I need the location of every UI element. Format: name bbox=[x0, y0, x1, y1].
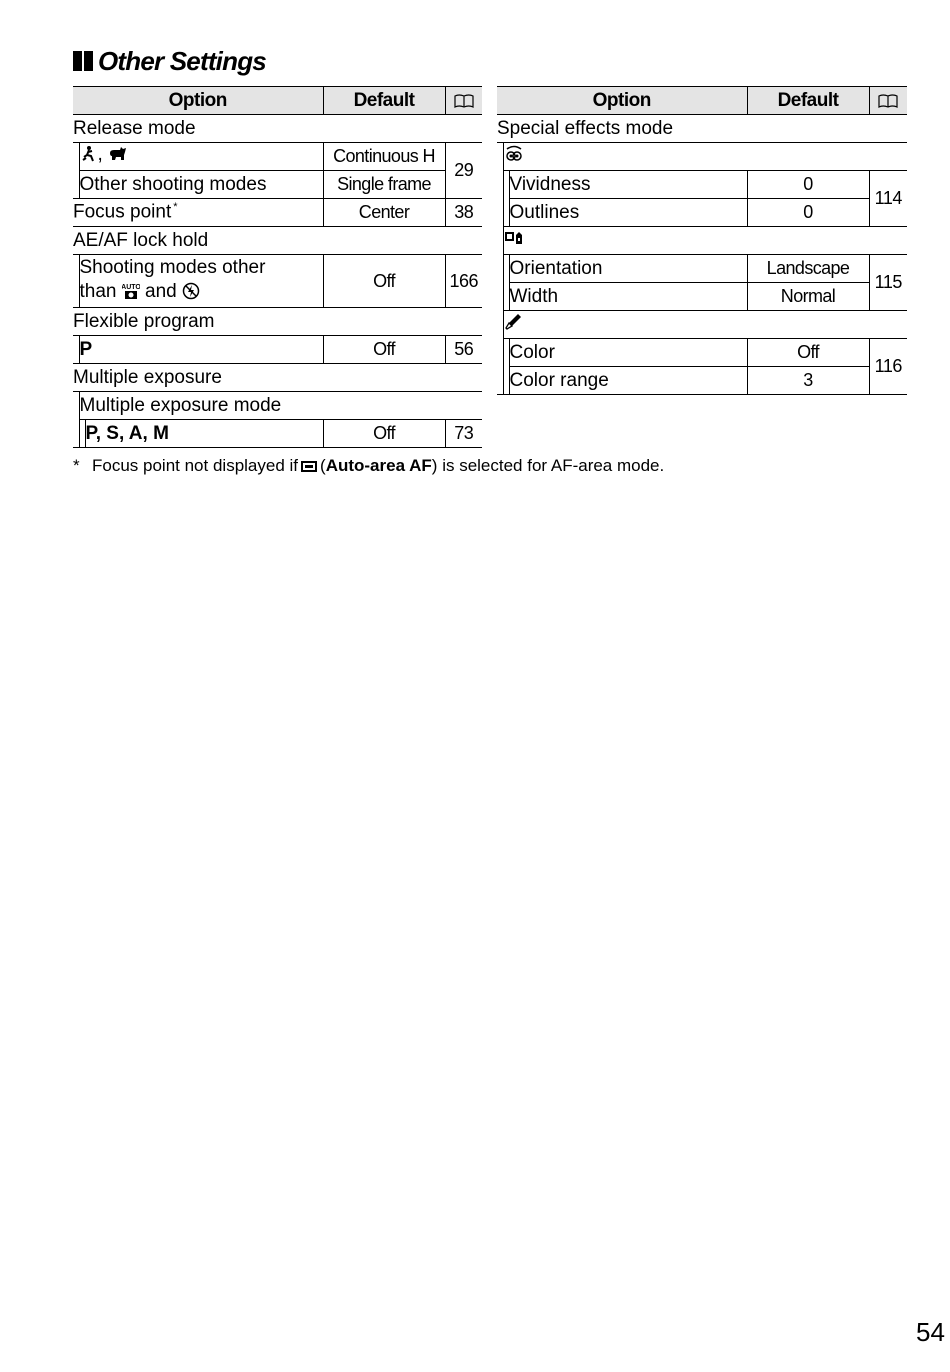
table-row bbox=[73, 336, 482, 364]
table-row bbox=[73, 143, 482, 171]
table-row bbox=[73, 171, 482, 199]
option-outlines: Outlines bbox=[509, 199, 747, 227]
header-page bbox=[445, 87, 482, 115]
option-psam: P, S, A, M bbox=[85, 420, 323, 448]
option-other-shooting-modes: Other shooting modes bbox=[79, 171, 323, 199]
default-off: Off bbox=[323, 420, 445, 448]
default-off: Off bbox=[323, 255, 445, 308]
color-sketch-icon bbox=[504, 313, 522, 336]
page-ref-73: 73 bbox=[445, 420, 482, 448]
night-vision-icon bbox=[504, 145, 524, 168]
option-vividness: Vividness bbox=[509, 171, 747, 199]
subgroup-night-vision bbox=[503, 143, 907, 171]
quiet-shutter-icon bbox=[80, 145, 98, 168]
table-row bbox=[497, 171, 907, 199]
table-row bbox=[497, 283, 907, 311]
default-center: Center bbox=[323, 199, 445, 227]
option-color-range: Color range bbox=[509, 367, 747, 395]
table-header-row bbox=[497, 87, 907, 115]
subgroup-row bbox=[73, 392, 482, 420]
section-heading bbox=[73, 44, 266, 78]
auto-mode-icon bbox=[122, 282, 140, 307]
left-settings-table bbox=[73, 86, 482, 448]
group-row bbox=[73, 227, 482, 255]
subgroup-miniature bbox=[503, 227, 907, 255]
footnote-paren-close: ) bbox=[431, 456, 443, 475]
option-p-mode: P bbox=[79, 336, 323, 364]
footnote bbox=[73, 456, 664, 476]
group-multiple-exposure: Multiple exposure bbox=[73, 364, 482, 392]
focus-point-label: Focus point bbox=[73, 201, 172, 223]
default-continuous-h: Continuous H bbox=[323, 143, 445, 171]
page-ref-166: 166 bbox=[445, 255, 482, 308]
group-row bbox=[73, 308, 482, 336]
footnote-bold-term: Auto-area AF bbox=[325, 456, 432, 475]
subgroup-row bbox=[497, 143, 907, 171]
header-option: Option bbox=[73, 87, 323, 115]
page-ref-115: 115 bbox=[869, 255, 907, 311]
option-orientation: Orientation bbox=[509, 255, 747, 283]
subgroup-multiple-exposure-mode: Multiple exposure mode bbox=[79, 392, 482, 420]
footnote-star: * bbox=[73, 456, 80, 475]
page-ref-114: 114 bbox=[869, 171, 907, 227]
default-outlines: 0 bbox=[747, 199, 869, 227]
page-ref-116: 116 bbox=[869, 339, 907, 395]
table-row bbox=[73, 255, 482, 308]
table-row bbox=[73, 420, 482, 448]
default-color: Off bbox=[747, 339, 869, 367]
icon-separator: , bbox=[97, 144, 103, 166]
pet-portrait-icon bbox=[108, 145, 128, 168]
book-icon bbox=[454, 90, 474, 111]
page-ref-29: 29 bbox=[445, 143, 482, 199]
auto-area-af-icon bbox=[301, 461, 317, 472]
table-row bbox=[497, 199, 907, 227]
right-settings-table bbox=[497, 86, 907, 395]
header-default: Default bbox=[323, 87, 445, 115]
table-row bbox=[497, 255, 907, 283]
group-release-mode: Release mode bbox=[73, 115, 482, 143]
page-number: 54 bbox=[916, 1317, 945, 1347]
book-icon bbox=[878, 90, 898, 111]
default-off: Off bbox=[323, 336, 445, 364]
header-option: Option bbox=[497, 87, 747, 115]
flash-off-icon bbox=[182, 282, 200, 307]
shooting-modes-line: Shooting modes other bbox=[79, 256, 266, 278]
page-ref-56: 56 bbox=[445, 336, 482, 364]
header-default: Default bbox=[747, 87, 869, 115]
subgroup-row bbox=[497, 311, 907, 339]
option-quiet-pet bbox=[79, 143, 323, 171]
default-color-range: 3 bbox=[747, 367, 869, 395]
option-focus-point bbox=[73, 199, 323, 227]
than-text: than bbox=[79, 280, 117, 302]
subgroup-row bbox=[497, 227, 907, 255]
subgroup-selective-color bbox=[503, 311, 907, 339]
svg-text:AUTO: AUTO bbox=[121, 283, 140, 291]
default-normal: Normal bbox=[747, 283, 869, 311]
option-width: Width bbox=[509, 283, 747, 311]
group-row bbox=[497, 115, 907, 143]
header-page bbox=[869, 87, 907, 115]
table-row bbox=[73, 199, 482, 227]
default-landscape: Landscape bbox=[747, 255, 869, 283]
group-row bbox=[73, 364, 482, 392]
group-aeaf-lock-hold: AE/AF lock hold bbox=[73, 227, 482, 255]
table-header-row bbox=[73, 87, 482, 115]
footnote-paren-open: ( bbox=[320, 456, 326, 475]
page-ref-38: 38 bbox=[445, 199, 482, 227]
group-special-effects-mode: Special effects mode bbox=[497, 115, 907, 143]
and-text: and bbox=[145, 280, 177, 302]
footnote-mark: * bbox=[173, 201, 178, 214]
section-title: Other Settings bbox=[98, 45, 266, 76]
section-marker-icon bbox=[73, 51, 93, 71]
group-flexible-program: Flexible program bbox=[73, 308, 482, 336]
footnote-text-before: Focus point not displayed if bbox=[92, 456, 299, 475]
default-vividness: 0 bbox=[747, 171, 869, 199]
default-single-frame: Single frame bbox=[323, 171, 445, 199]
miniature-effect-icon bbox=[504, 229, 524, 252]
option-color: Color bbox=[509, 339, 747, 367]
option-shooting-modes-other bbox=[79, 255, 323, 308]
group-row bbox=[73, 115, 482, 143]
footnote-text-after: is selected for AF-area mode. bbox=[442, 456, 665, 475]
table-row bbox=[497, 339, 907, 367]
table-row bbox=[497, 367, 907, 395]
